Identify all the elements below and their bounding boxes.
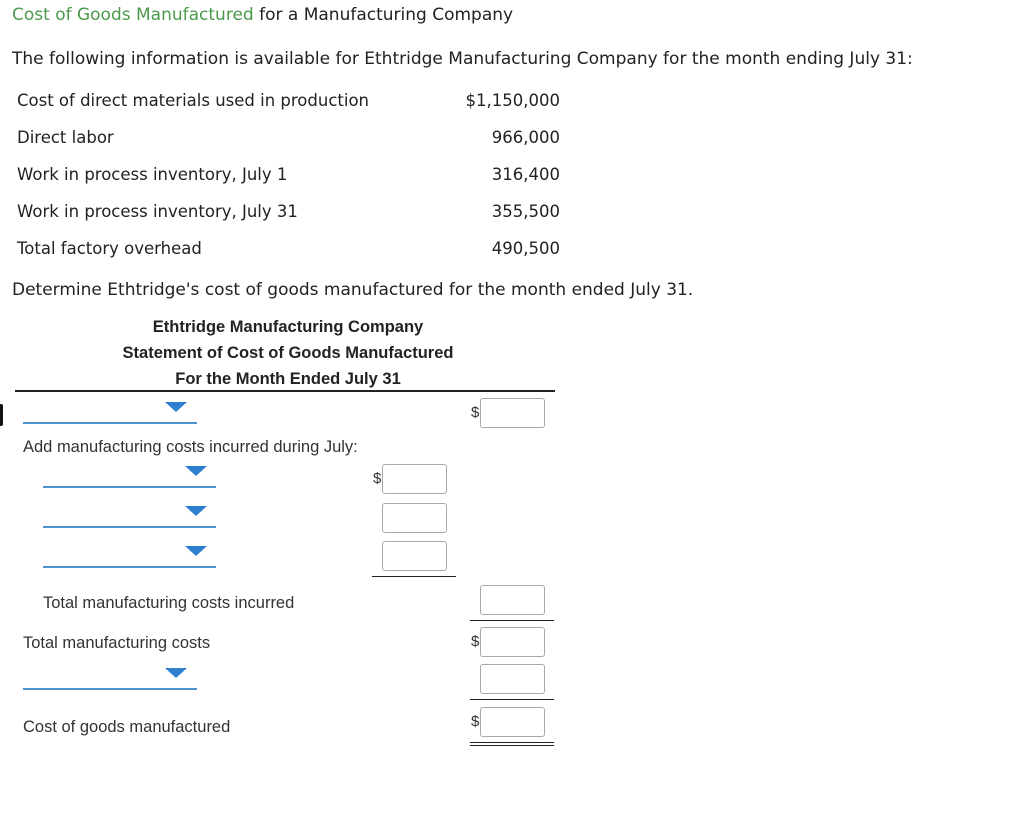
- given-value-factory-overhead: 490,500: [491, 239, 560, 258]
- chevron-down-icon: [185, 506, 207, 516]
- cost-item-2-amount-input[interactable]: [382, 503, 447, 533]
- given-label-wip-july31: Work in process inventory, July 31: [17, 202, 298, 221]
- subtotal-rule: [372, 576, 456, 577]
- cost-item-1-amount-input[interactable]: [382, 464, 447, 494]
- cost-item-3-amount-input[interactable]: [382, 541, 447, 571]
- given-label-wip-july1: Work in process inventory, July 1: [17, 165, 288, 184]
- given-label-factory-overhead: Total factory overhead: [17, 239, 202, 258]
- question-text: Determine Ethtridge's cost of goods manufactured for the month ended July 31.: [12, 280, 694, 300]
- currency-symbol: $: [471, 713, 480, 730]
- ending-item-dropdown[interactable]: [23, 664, 197, 690]
- header-rule: [15, 390, 555, 392]
- total-costs-label: Total manufacturing costs: [23, 634, 211, 652]
- title-rest: for a Manufacturing Company: [253, 5, 514, 25]
- ending-item-amount-input[interactable]: [480, 664, 545, 694]
- chevron-down-icon: [165, 402, 187, 412]
- problem-title: [12, 5, 513, 25]
- cost-item-2-dropdown[interactable]: [43, 502, 216, 528]
- total-incurred-rule: [470, 620, 554, 621]
- beginning-item-dropdown[interactable]: [23, 398, 197, 424]
- double-rule-bottom: [470, 745, 554, 746]
- currency-symbol: $: [373, 470, 382, 487]
- currency-symbol: $: [471, 404, 480, 421]
- ending-rule: [470, 699, 554, 700]
- cost-item-1-dropdown[interactable]: [43, 462, 216, 488]
- problem-intro: The following information is available for Ethtridge Manufacturing Company for the month ending July 31:: [12, 49, 913, 69]
- statement-name: Statement of Cost of Goods Manufactured: [122, 344, 454, 362]
- double-rule-top: [470, 742, 554, 743]
- title-link[interactable]: Cost of Goods Manufactured: [12, 5, 254, 25]
- total-incurred-input[interactable]: [480, 585, 545, 615]
- statement-period: For the Month Ended July 31: [175, 370, 401, 388]
- cost-item-3-dropdown[interactable]: [43, 542, 216, 568]
- given-value-wip-july31: 355,500: [491, 202, 560, 221]
- cogm-input[interactable]: [480, 707, 545, 737]
- given-value-direct-materials: $1,150,000: [465, 91, 560, 110]
- given-value-direct-labor: 966,000: [491, 128, 560, 147]
- chevron-down-icon: [185, 546, 207, 556]
- given-value-wip-july1: 316,400: [491, 165, 560, 184]
- beginning-item-amount-input[interactable]: [480, 398, 545, 428]
- currency-symbol: $: [471, 633, 480, 650]
- cogm-label: Cost of goods manufactured: [23, 718, 231, 736]
- given-label-direct-materials: Cost of direct materials used in production: [17, 91, 370, 110]
- total-costs-input[interactable]: [480, 627, 545, 657]
- add-costs-label: Add manufacturing costs incurred during July:: [23, 438, 358, 456]
- total-incurred-label: Total manufacturing costs incurred: [43, 594, 295, 612]
- given-label-direct-labor: Direct labor: [17, 128, 114, 147]
- statement-company: Ethtridge Manufacturing Company: [152, 318, 424, 336]
- chevron-down-icon: [185, 466, 207, 476]
- row-marker: [0, 404, 3, 426]
- chevron-down-icon: [165, 668, 187, 678]
